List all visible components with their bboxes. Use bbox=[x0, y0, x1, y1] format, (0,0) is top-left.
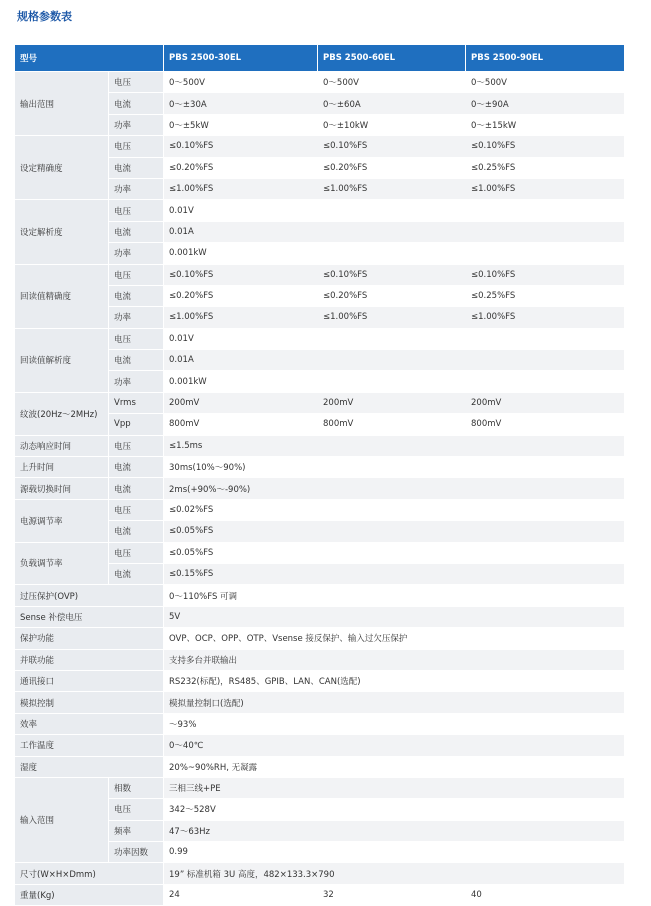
group-label: 湿度 bbox=[15, 757, 164, 778]
sub-label: 功率 bbox=[109, 243, 164, 264]
value-cell: ≤0.10%FS bbox=[164, 265, 318, 286]
sub-label: 电流 bbox=[109, 158, 164, 179]
value-cell: 0.01V bbox=[164, 329, 624, 350]
group-label: 纹波(20Hz～2MHz) bbox=[15, 393, 109, 436]
table-row bbox=[15, 671, 624, 692]
value-cell: 0～±30A bbox=[164, 93, 318, 114]
value-cell: ≤1.00%FS bbox=[164, 307, 318, 328]
sub-label: 电流 bbox=[109, 350, 164, 371]
header-model-label: 型号 bbox=[15, 45, 164, 72]
sub-label: 功率因数 bbox=[109, 842, 164, 863]
value-cell: OVP、OCP、OPP、OTP、Vsense 接反保护、输入过欠压保护 bbox=[164, 628, 624, 649]
value-cell: 800mV bbox=[164, 414, 318, 435]
group-label: 设定解析度 bbox=[15, 200, 109, 264]
table-row bbox=[15, 457, 624, 478]
group-label: 负载调节率 bbox=[15, 543, 109, 586]
value-cell: ≤1.00%FS bbox=[164, 179, 318, 200]
table-row bbox=[15, 628, 624, 649]
group-label: 上升时间 bbox=[15, 457, 109, 478]
group-label: 工作温度 bbox=[15, 735, 164, 756]
value-cell: 0～500V bbox=[164, 72, 318, 93]
value-cell: 19” 标准机箱 3U 高度，482×133.3×790 bbox=[164, 863, 624, 884]
sub-label: 相数 bbox=[109, 778, 164, 799]
table-row bbox=[15, 478, 624, 499]
table-header-row bbox=[15, 45, 624, 72]
value-cell: ≤0.20%FS bbox=[164, 158, 318, 179]
value-cell: ≤0.25%FS bbox=[466, 286, 624, 307]
value-cell: 5V bbox=[164, 607, 624, 628]
sub-label: 电压 bbox=[109, 200, 164, 221]
value-cell: 800mV bbox=[318, 414, 466, 435]
value-cell: 支持多台并联输出 bbox=[164, 650, 624, 671]
value-cell: 0～110%FS 可调 bbox=[164, 585, 624, 606]
sub-label: 功率 bbox=[109, 179, 164, 200]
sub-label: 电压 bbox=[109, 72, 164, 93]
sub-label: 电流 bbox=[109, 457, 164, 478]
table-row bbox=[15, 393, 624, 414]
value-cell: ≤1.5ms bbox=[164, 436, 624, 457]
value-cell: ～93% bbox=[164, 714, 624, 735]
value-cell: 800mV bbox=[466, 414, 624, 435]
group-label: 动态响应时间 bbox=[15, 436, 109, 457]
sub-label: Vrms bbox=[109, 393, 164, 414]
table-row bbox=[15, 757, 624, 778]
group-label: 回读值精确度 bbox=[15, 265, 109, 329]
value-cell: 0～500V bbox=[466, 72, 624, 93]
sub-label: 功率 bbox=[109, 371, 164, 392]
value-cell: 0～±15kW bbox=[466, 115, 624, 136]
group-label: 源载切换时间 bbox=[15, 478, 109, 499]
group-label: 尺寸(W×H×Dmm) bbox=[15, 863, 164, 884]
header-model-2: PBS 2500-60EL bbox=[318, 45, 466, 72]
table-row bbox=[15, 543, 624, 564]
table-row bbox=[15, 329, 624, 350]
value-cell: 0.01V bbox=[164, 200, 624, 221]
value-cell: ≤0.25%FS bbox=[466, 158, 624, 179]
value-cell: 200mV bbox=[466, 393, 624, 414]
value-cell: 0.01A bbox=[164, 350, 624, 371]
value-cell: 0.001kW bbox=[164, 243, 624, 264]
sub-label: 功率 bbox=[109, 115, 164, 136]
value-cell: ≤0.20%FS bbox=[318, 158, 466, 179]
value-cell: 32 bbox=[318, 885, 466, 906]
table-row bbox=[15, 885, 624, 906]
group-label: 过压保护(OVP) bbox=[15, 585, 164, 606]
group-label: 输出范围 bbox=[15, 72, 109, 136]
table-row bbox=[15, 265, 624, 286]
group-label: 效率 bbox=[15, 714, 164, 735]
value-cell: 2ms(+90%～-90%) bbox=[164, 478, 624, 499]
sub-label: 电压 bbox=[109, 543, 164, 564]
table-row bbox=[15, 714, 624, 735]
table-row bbox=[15, 778, 624, 799]
sub-label: 频率 bbox=[109, 821, 164, 842]
sub-label: 电压 bbox=[109, 500, 164, 521]
sub-label: 电压 bbox=[109, 265, 164, 286]
table-row bbox=[15, 72, 624, 93]
value-cell: ≤0.05%FS bbox=[164, 521, 624, 542]
header-model-3: PBS 2500-90EL bbox=[466, 45, 624, 72]
value-cell: 20%~90%RH, 无凝露 bbox=[164, 757, 624, 778]
table-row bbox=[15, 136, 624, 157]
group-label: 模拟控制 bbox=[15, 692, 164, 713]
group-label: 设定精确度 bbox=[15, 136, 109, 200]
value-cell: 0.001kW bbox=[164, 371, 624, 392]
value-cell: ≤0.05%FS bbox=[164, 543, 624, 564]
value-cell: ≤0.15%FS bbox=[164, 564, 624, 585]
table-row bbox=[15, 436, 624, 457]
sub-label: 电流 bbox=[109, 521, 164, 542]
table-row bbox=[15, 607, 624, 628]
table-row bbox=[15, 735, 624, 756]
sub-label: 电流 bbox=[109, 478, 164, 499]
value-cell: 0.99 bbox=[164, 842, 624, 863]
value-cell: ≤1.00%FS bbox=[466, 307, 624, 328]
page-title: 规格参数表 bbox=[17, 10, 72, 23]
value-cell: 342～528V bbox=[164, 799, 624, 820]
value-cell: ≤0.10%FS bbox=[466, 136, 624, 157]
value-cell: ≤0.20%FS bbox=[164, 286, 318, 307]
value-cell: ≤0.10%FS bbox=[318, 136, 466, 157]
group-label: 回读值解析度 bbox=[15, 329, 109, 393]
value-cell: RS232(标配)，RS485、GPIB、LAN、CAN(选配) bbox=[164, 671, 624, 692]
sub-label: Vpp bbox=[109, 414, 164, 435]
value-cell: 三相三线+PE bbox=[164, 778, 624, 799]
table-row bbox=[15, 500, 624, 521]
group-label: 并联功能 bbox=[15, 650, 164, 671]
value-cell: ≤1.00%FS bbox=[318, 307, 466, 328]
table-row bbox=[15, 585, 624, 606]
value-cell: ≤1.00%FS bbox=[466, 179, 624, 200]
table-row bbox=[15, 650, 624, 671]
group-label: 输入范围 bbox=[15, 778, 109, 864]
sub-label: 电流 bbox=[109, 286, 164, 307]
sub-label: 电压 bbox=[109, 329, 164, 350]
value-cell: ≤0.02%FS bbox=[164, 500, 624, 521]
value-cell: 0～±10kW bbox=[318, 115, 466, 136]
group-label: 电源调节率 bbox=[15, 500, 109, 543]
value-cell: ≤0.10%FS bbox=[466, 265, 624, 286]
sub-label: 电流 bbox=[109, 564, 164, 585]
value-cell: ≤0.10%FS bbox=[164, 136, 318, 157]
value-cell: 0～500V bbox=[318, 72, 466, 93]
value-cell: 30ms(10%～90%) bbox=[164, 457, 624, 478]
value-cell: ≤0.10%FS bbox=[318, 265, 466, 286]
table-row bbox=[15, 692, 624, 713]
value-cell: 200mV bbox=[164, 393, 318, 414]
group-label: 重量(Kg) bbox=[15, 885, 164, 906]
value-cell: 200mV bbox=[318, 393, 466, 414]
group-label: Sense 补偿电压 bbox=[15, 607, 164, 628]
value-cell: 40 bbox=[466, 885, 624, 906]
value-cell: 0～40℃ bbox=[164, 735, 624, 756]
sub-label: 电压 bbox=[109, 799, 164, 820]
table-row bbox=[15, 863, 624, 884]
value-cell: ≤0.20%FS bbox=[318, 286, 466, 307]
table-row bbox=[15, 200, 624, 221]
value-cell: ≤1.00%FS bbox=[318, 179, 466, 200]
sub-label: 电流 bbox=[109, 93, 164, 114]
value-cell: 0～±5kW bbox=[164, 115, 318, 136]
spec-table bbox=[15, 45, 624, 906]
sub-label: 电压 bbox=[109, 136, 164, 157]
sub-label: 功率 bbox=[109, 307, 164, 328]
group-label: 保护功能 bbox=[15, 628, 164, 649]
group-label: 通讯接口 bbox=[15, 671, 164, 692]
sub-label: 电流 bbox=[109, 222, 164, 243]
value-cell: 0.01A bbox=[164, 222, 624, 243]
sub-label: 电压 bbox=[109, 436, 164, 457]
value-cell: 模拟量控制口(选配) bbox=[164, 692, 624, 713]
header-model-1: PBS 2500-30EL bbox=[164, 45, 318, 72]
value-cell: 0～±60A bbox=[318, 93, 466, 114]
value-cell: 0～±90A bbox=[466, 93, 624, 114]
value-cell: 24 bbox=[164, 885, 318, 906]
value-cell: 47～63Hz bbox=[164, 821, 624, 842]
